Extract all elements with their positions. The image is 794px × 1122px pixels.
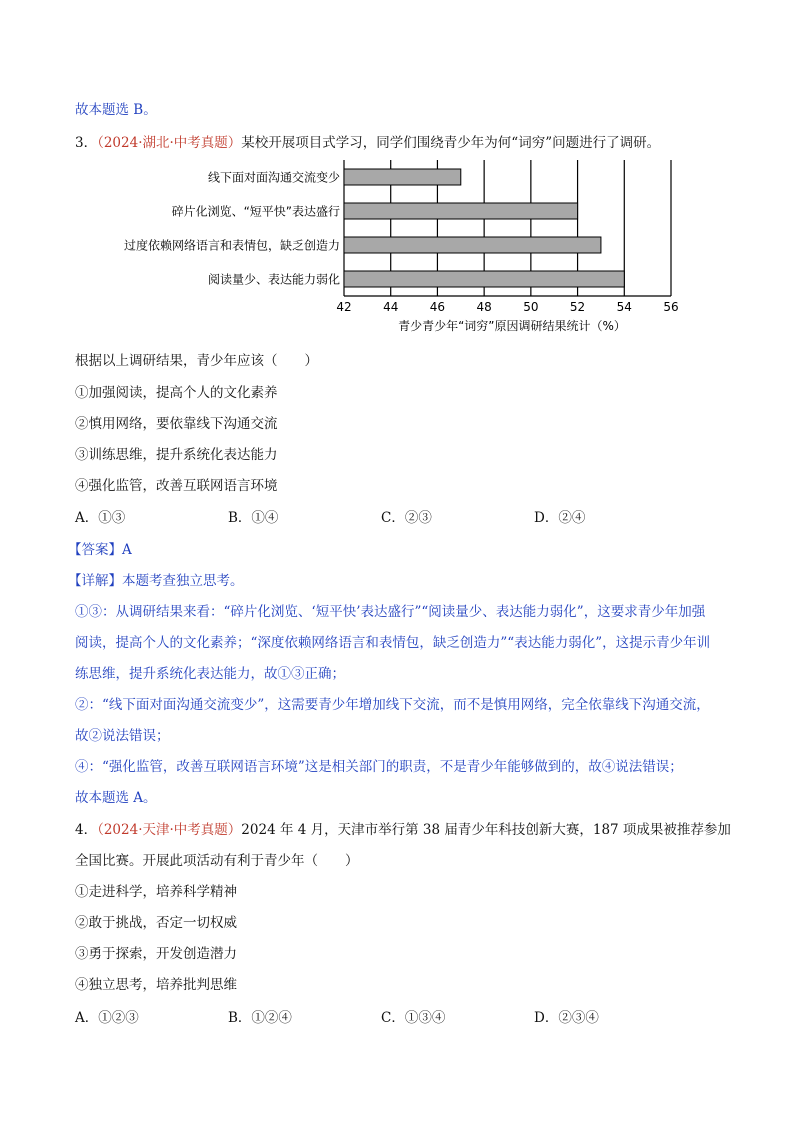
chart-category-labels xyxy=(124,170,340,287)
statement-2: ②慎用网络，要依靠线下沟通交流 xyxy=(75,416,278,432)
answer-value: A xyxy=(122,542,132,558)
detail-label: 【详解】 xyxy=(68,573,122,589)
question-3-stem xyxy=(75,133,660,153)
detail-line-2: 阅读，提高个人的文化素养；“深度依赖网络语言和表情包，缺乏创造力”“表达能力弱化”，这提示青少年训 xyxy=(75,635,711,651)
chart-tick-labels xyxy=(336,300,678,314)
choice-b[interactable]: B．①④ xyxy=(228,510,279,526)
question-3-ask: 根据以上调研结果，青少年应该（ ） xyxy=(75,353,318,369)
q4-choice-c[interactable]: C．①③④ xyxy=(381,1010,446,1026)
question-4-stem xyxy=(75,820,731,840)
category-label-0: 线下面对面沟通交流变少 xyxy=(207,170,340,185)
q4-statement-2: ②敢于挑战，否定一切权威 xyxy=(75,915,237,931)
tick-label-3: 48 xyxy=(476,300,492,314)
question-4-stem-line2: 全国比赛。开展此项活动有利于青少年（ ） xyxy=(75,853,359,869)
bar-3 xyxy=(344,271,624,287)
bar-0 xyxy=(344,169,461,185)
choice-c[interactable]: C．②③ xyxy=(381,510,432,526)
q4-choice-d[interactable]: D．②③④ xyxy=(534,1010,599,1026)
tick-label-2: 46 xyxy=(429,300,446,314)
detail-intro: 本题考查独立思考。 xyxy=(122,573,244,589)
detail-heading xyxy=(68,571,244,591)
category-label-3: 阅读量少、表达能力弱化 xyxy=(207,272,340,287)
answer-label: 【答案】 xyxy=(68,542,122,558)
statement-3: ③训练思维，提升系统化表达能力 xyxy=(75,447,278,463)
tick-label-4: 50 xyxy=(523,300,539,314)
question-number: 4． xyxy=(75,822,98,838)
q4-statement-1: ①走进科学，培养科学精神 xyxy=(75,884,237,900)
chart-x-axis-label: 青少青少年“词穷”原因调研结果统计（%） xyxy=(398,319,626,333)
question-text: 某校开展项目式学习，同学们围绕青少年为何“词穷”问题进行了调研。 xyxy=(241,135,661,151)
q4-choice-b[interactable]: B．①②④ xyxy=(228,1010,292,1026)
statement-4: ④强化监管，改善互联网语言环境 xyxy=(75,478,278,494)
detail-line-4: ②：“线下面对面沟通交流变少”，这需要青少年增加线下交流，而不是慎用网络，完全依靠线下沟通交流， xyxy=(75,697,710,713)
question-source: （2024·湖北·中考真题） xyxy=(97,135,242,151)
q4-statement-3: ③勇于探索，开发创造潜力 xyxy=(75,946,237,962)
category-label-1: 碎片化浏览、“短平快”表达盛行 xyxy=(171,204,340,219)
survey-bar-chart xyxy=(0,155,794,335)
choice-a[interactable]: A．①③ xyxy=(75,510,126,526)
detail-line-3: 练思维，提升系统化表达能力，故①③正确； xyxy=(75,666,345,682)
detail-line-1: ①③：从调研结果来看：“碎片化浏览、‘短平快’表达盛行”“阅读量少、表达能力弱化”，这要求青少年加强 xyxy=(75,604,706,620)
tick-label-7: 56 xyxy=(663,300,679,314)
tick-label-1: 44 xyxy=(383,300,399,314)
question-3-conclusion: 故本题选 A。 xyxy=(75,790,157,806)
question-number: 3． xyxy=(75,135,98,151)
bar-2 xyxy=(344,237,601,253)
tick-label-0: 42 xyxy=(336,300,352,314)
statement-1: ①加强阅读，提高个人的文化素养 xyxy=(75,385,278,401)
bar-1 xyxy=(344,203,578,219)
detail-line-6: ④：“强化监管，改善互联网语言环境”这是相关部门的职责，不是青少年能够做到的，故④说法错误； xyxy=(75,759,683,775)
tick-label-6: 54 xyxy=(616,300,632,314)
previous-conclusion: 故本题选 B。 xyxy=(75,102,157,118)
q4-statement-4: ④独立思考，培养批判思维 xyxy=(75,977,237,993)
choice-d[interactable]: D．②④ xyxy=(534,510,586,526)
q4-choice-a[interactable]: A．①②③ xyxy=(75,1010,139,1026)
tick-label-5: 52 xyxy=(569,300,586,314)
question-text: 2024 年 4 月，天津市举行第 38 届青少年科技创新大赛，187 项成果被推荐参加 xyxy=(241,822,731,838)
detail-line-5: 故②说法错误； xyxy=(75,728,170,744)
category-label-2: 过度依赖网络语言和表情包，缺乏创造力 xyxy=(123,238,340,253)
answer-line xyxy=(68,540,132,560)
question-source: （2024·天津·中考真题） xyxy=(97,822,242,838)
